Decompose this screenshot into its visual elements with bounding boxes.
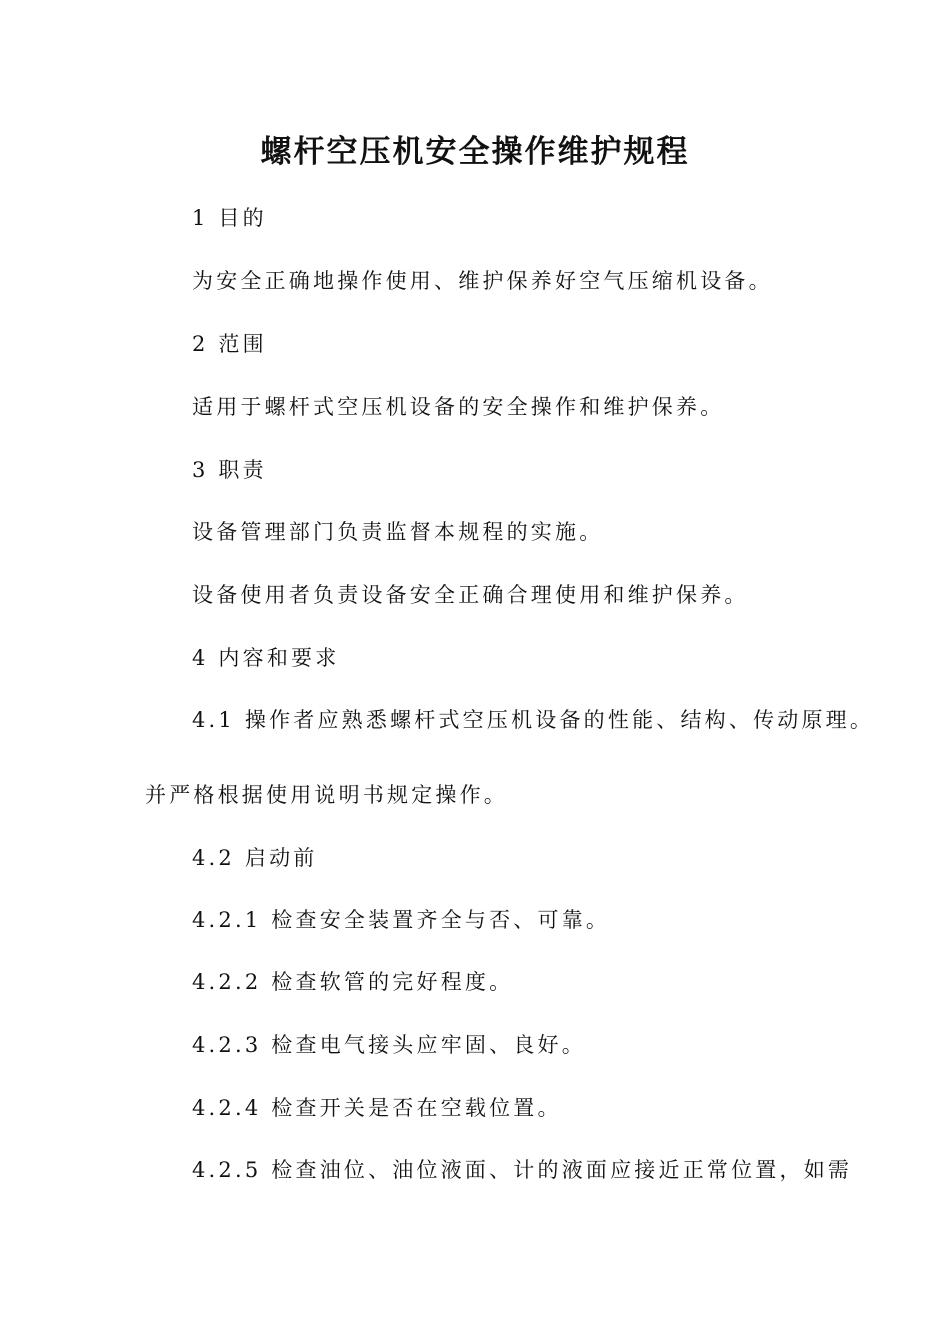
paragraph-4-1-continued: 并严格根据使用说明书规定操作。: [145, 783, 508, 807]
section-heading-content: 4 内容和要求: [192, 646, 340, 670]
paragraph-4-2-3: 4.2.3 检查电气接头应牢固、良好。: [192, 1033, 586, 1057]
paragraph-4-2-4: 4.2.4 检查开关是否在空载位置。: [192, 1096, 562, 1120]
paragraph-4-2-2: 4.2.2 检查软管的完好程度。: [192, 970, 514, 994]
paragraph-responsibility-user: 设备使用者负责设备安全正确合理使用和维护保养。: [192, 583, 749, 607]
paragraph-purpose: 为安全正确地操作使用、维护保养好空气压缩机设备。: [192, 269, 773, 293]
section-heading-scope: 2 范围: [192, 332, 267, 356]
document-title: 螺杆空压机安全操作维护规程: [260, 134, 690, 170]
paragraph-scope: 适用于螺杆式空压机设备的安全操作和维护保养。: [192, 395, 725, 419]
paragraph-4-2-5: 4.2.5 检查油位、油位液面、计的液面应接近正常位置，如需: [192, 1158, 853, 1182]
section-heading-before-start: 4.2 启动前: [192, 846, 318, 870]
section-heading-responsibilities: 3 职责: [192, 458, 267, 482]
section-heading-purpose: 1 目的: [192, 206, 267, 230]
paragraph-4-1: 4.1 操作者应熟悉螺杆式空压机设备的性能、结构、传动原理。: [192, 708, 875, 732]
paragraph-responsibility-management: 设备管理部门负责监督本规程的实施。: [192, 520, 604, 544]
paragraph-4-2-1: 4.2.1 检查安全装置齐全与否、可靠。: [192, 908, 611, 932]
